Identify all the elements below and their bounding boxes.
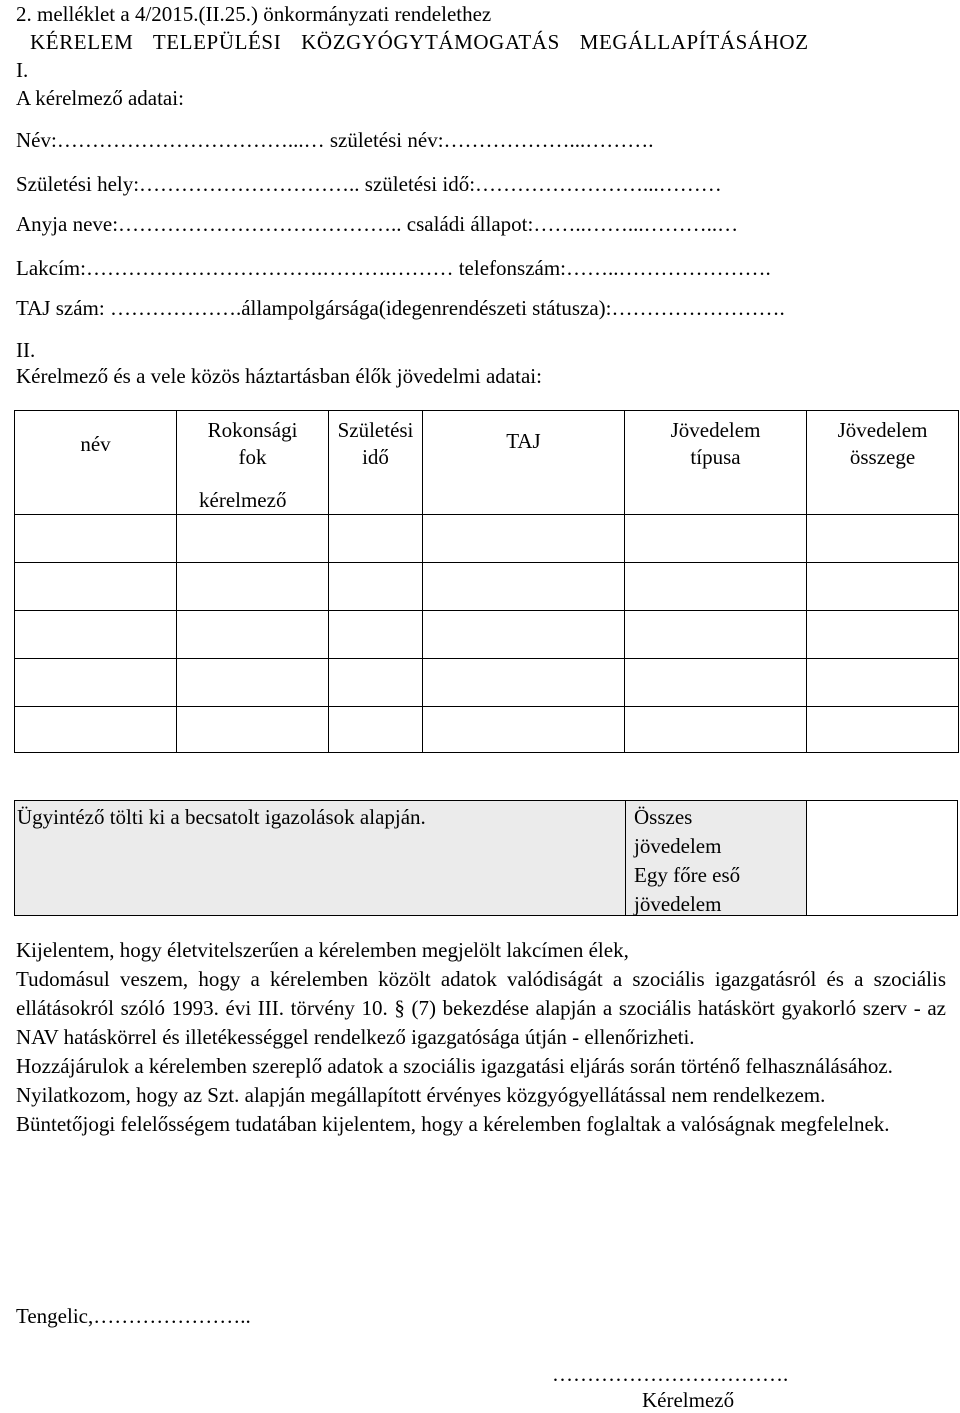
cell[interactable] [329, 707, 423, 753]
cell[interactable] [625, 563, 807, 611]
cell[interactable] [625, 515, 807, 563]
table-row [15, 707, 959, 753]
cell[interactable] [625, 611, 807, 659]
cell[interactable] [807, 611, 959, 659]
cell[interactable] [15, 611, 177, 659]
header-income-type [625, 411, 807, 515]
table-row [15, 515, 959, 563]
cell[interactable] [329, 659, 423, 707]
header-relation [177, 411, 329, 515]
table-row [15, 563, 959, 611]
header-income-type-label: Jövedelem típusa [670, 418, 761, 470]
signature-line[interactable]: ……………………………. [552, 1362, 789, 1386]
officer-note: Ügyintéző tölti ki a becsatolt igazolások alapján. [17, 805, 426, 829]
cell[interactable] [423, 515, 625, 563]
section-heading-2: Kérelmező és a vele közös háztartásban élők jövedelmi adatai: [16, 364, 542, 388]
cell[interactable] [807, 659, 959, 707]
annex-reference: 2. melléklet a 4/2015.(II.25.) önkormányzati rendelethez [16, 2, 492, 26]
signature-label: Kérelmező [642, 1388, 735, 1412]
total-income-label: Összes jövedelem [634, 805, 722, 858]
field-name-birthname[interactable]: Név:……………………………...… születési név:………………...………. [16, 128, 654, 152]
field-address-phone[interactable]: Lakcím:…………………………….……….……… telefonszám:……..…………………. [16, 256, 771, 280]
header-birth [329, 411, 423, 515]
officer-note-box [14, 800, 626, 916]
section-heading-1: A kérelmező adatai: [16, 86, 184, 110]
cell[interactable] [423, 563, 625, 611]
cell[interactable] [423, 659, 625, 707]
cell[interactable] [329, 611, 423, 659]
section-number-1: I. [16, 58, 29, 82]
header-name-label: név [80, 431, 111, 456]
cell[interactable] [177, 563, 329, 611]
cell[interactable] [177, 707, 329, 753]
applicant-label: kérelmező [199, 487, 287, 512]
field-birthplace-birthdate[interactable]: Születési hely:………………………….. születési idő:……………………...……… [16, 172, 722, 196]
header-name [15, 411, 177, 515]
per-capita-income-label: Egy főre eső jövedelem [634, 863, 741, 916]
cell[interactable] [15, 563, 177, 611]
cell[interactable] [625, 659, 807, 707]
header-taj-label: TAJ [506, 429, 541, 453]
declaration-truthfulness: Büntetőjogi felelősségem tudatában kijelentem, hogy a kérelemben foglaltak a valóságnak megfelelnek. [16, 1112, 890, 1136]
cell[interactable] [807, 563, 959, 611]
declaration-no-existing-benefit: Nyilatkozom, hogy az Szt. alapján megállapított érvényes közgyógyellátással nem rendelkezem. [16, 1083, 826, 1107]
summary-values-box[interactable] [806, 800, 958, 916]
table-row [15, 659, 959, 707]
section-number-2: II. [16, 338, 36, 362]
cell[interactable] [423, 707, 625, 753]
cell[interactable] [423, 611, 625, 659]
declaration-consent: Hozzájárulok a kérelemben szereplő adatok a szociális igazgatási eljárás során történő felhasználásához. [16, 1054, 893, 1078]
declarations [16, 936, 946, 1139]
cell[interactable] [15, 659, 177, 707]
cell[interactable] [177, 611, 329, 659]
income-table [14, 410, 959, 753]
table-header-row [15, 411, 959, 515]
summary-labels [634, 803, 774, 919]
cell[interactable] [625, 707, 807, 753]
place-date-field[interactable]: Tengelic,………………….. [16, 1304, 251, 1328]
declaration-data-verification: Tudomásul veszem, hogy a kérelemben közölt adatok valódiságát a szociális igazgatásról és a szociális ellátásokról szóló 1993. évi III. törvény 10. § (7) bekezdése alapján a szociális hatáskört gyakorló szerv - az NAV hatáskörrel és illetékességgel rendelkező igazgatósága útján - ellenőrizheti. [16, 967, 946, 1049]
cell[interactable] [15, 515, 177, 563]
field-mother-marital[interactable]: Anyja neve:………………………………….. családi állapot:……..……...………..… [16, 212, 739, 236]
cell[interactable] [807, 515, 959, 563]
cell[interactable] [329, 515, 423, 563]
cell[interactable] [15, 707, 177, 753]
summary-labels-box [625, 800, 807, 916]
header-income-amount-label: Jövedelem összege [837, 418, 928, 470]
income-summary [14, 800, 958, 918]
header-income-amount [807, 411, 959, 515]
header-birth-label: Születési idő [337, 418, 414, 470]
form-title: KÉRELEM TELEPÜLÉSI KÖZGYÓGYTÁMOGATÁS MEGÁLLAPÍTÁSÁHOZ [30, 30, 809, 54]
cell[interactable] [329, 563, 423, 611]
field-taj-citizenship[interactable]: TAJ szám: ……………….állampolgársága(idegenrendészeti státusza):……………………. [16, 296, 785, 320]
declaration-residence: Kijelentem, hogy életvitelszerűen a kérelemben megjelölt lakcímen élek, [16, 938, 629, 962]
cell[interactable] [807, 707, 959, 753]
cell[interactable] [177, 659, 329, 707]
header-taj [423, 411, 625, 515]
cell[interactable] [177, 515, 329, 563]
table-row [15, 611, 959, 659]
header-relation-label: Rokonsági fok [207, 418, 298, 470]
